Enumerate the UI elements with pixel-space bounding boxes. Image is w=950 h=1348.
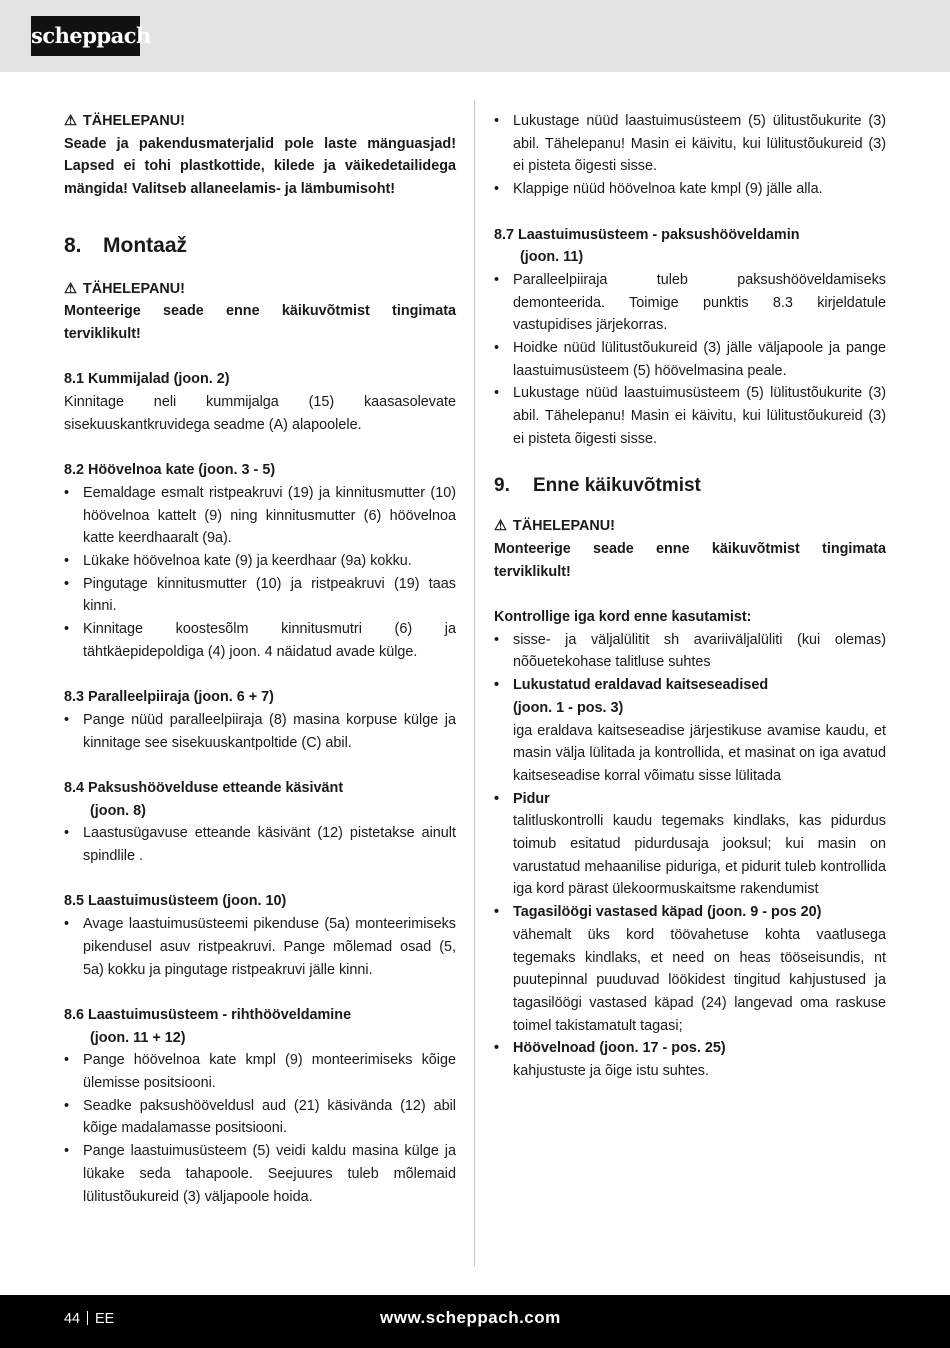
warning-text: Monteerige seade enne käikuvõtmist tingimata terviklikult! [64,303,456,342]
list-item: • Paralleelpiiraja tuleb paksushööveldamiseks demonteerida. Toimige punktis 8.3 kirjeldatule vastupidises järjekorras. [494,269,886,337]
header-bar [0,0,950,72]
checklist [494,629,886,1083]
list-item: • Klappige nüüd höövelnoa kate kmpl (9) jälle alla. [494,178,886,201]
list-item: • Lukustage nüüd laastuimusüsteem (5) lülitustõukurite (3) abil. Tähelepanu! Masin ei käivitu, kui lülitustõukureid (3) ei pisteta õigesti sisse. [494,382,886,450]
item-title-ref: (joon. 1 - pos. 3) [513,699,624,716]
bullet-list [64,822,456,867]
warning-heading: ⚠ TÄHELEPANU! [64,278,456,301]
list-item: • sisse- ja väljalülitit sh avariiväljalüliti (kui olemas) nõõuetekohase talitluse suhtes [494,629,886,674]
list-item: • Avage laastuimusüsteemi pikenduse (5a) monteerimiseks pikendusel asuv ristpeakruvi. Pange mõlemad osad (5, 5a) kokku ja pingutage ristpeakruvi jälle kinni. [64,913,456,981]
section-heading-9: 9. Enne käikuvõtmist [494,475,701,497]
list-item [494,788,886,902]
list-item [494,674,886,788]
item-title: • Pidur [513,790,550,807]
item-text: vähemalt üks kord töövahetuse kohta vaatlusega tegemaks kindlaks, et need on heas tööseisundis, nt puutepinnal puuduvad löökidest tingitud kahjustused ja tagasilöögi vastased käpad (24) langevad oma raskuse toimel takistamatult tagasi; [513,926,886,1034]
subsection-title-8-2: 8.2 Höövelnoa kate (joon. 3 - 5) [64,462,276,479]
paragraph: Kinnitage neli kummijalga (15) kaasasolevate sisekuuskantkruvidega seadme (A) alapoolele. [64,394,456,433]
footer-separator [87,1311,88,1325]
item-title: • Lukustatud eraldavad kaitseseadised [513,677,769,694]
column-divider [474,100,475,1266]
item-text: talitluskontrolli kaudu tegemaks kindlaks, kas pidurdus toimub esitatud pidurdusaja jooksul; kui masin on varustatud mehaanilise piduriga, et pidurit tuleb kontrollida iga kord pärast ülekoormuskaitsme rakendumist [513,813,886,898]
item-text: iga eraldava kaitseseadise järjestikuse avamise kaudu, et masin välja lülitada ja kontrollida, et masinat on iga avatud kaitseseadise korral võimatu sisse lülitada [513,722,886,784]
subsection-title-8-3: 8.3 Paralleelpiiraja (joon. 6 + 7) [64,689,274,706]
subsection-title-8-6: 8.6 Laastuimusüsteem - rihthööveldamine [64,1006,352,1023]
list-item: • Laastusügavuse etteande käsivänt (12) pistetakse ainult spindlile . [64,822,456,867]
list-item: • Hoidke nüüd lülitustõukureid (3) jälle väljapoole ja pange laastuimusüsteem (5) höövelmasina peale. [494,337,886,382]
list-item: • Pingutage kinnitusmutter (10) ja ristpeakruvi (19) taas kinni. [64,573,456,618]
warning-heading: ⚠ TÄHELEPANU! [494,515,886,538]
right-column [494,110,886,1083]
warning-triangle-icon: ⚠ [64,113,77,129]
bullet-list [494,110,886,201]
bullet-list [494,269,886,451]
warning-heading: ⚠ TÄHELEPANU! [64,110,456,133]
left-column [64,110,456,1208]
warning-text: Monteerige seade enne käikuvõtmist tingimata terviklikult! [494,540,886,580]
bullet-list [64,1049,456,1208]
bullet-list [64,482,456,664]
item-title: • Tagasilöögi vastased käpad (joon. 9 - pos 20) [513,904,822,921]
subsection-title-8-5: 8.5 Laastuimusüsteem (joon. 10) [64,893,287,910]
subsection-title-8-7: 8.7 Laastuimusüsteem - paksushööveldamin [494,226,800,243]
list-item: • Lukustage nüüd laastuimusüsteem (5) ülitustõukurite (3) abil. Tähelepanu! Masin ei käivitu, kui lülitustõukureid (3) ei pisteta õigesti sisse. [494,110,886,178]
list-item: • Pange nüüd paralleelpiiraja (8) masina korpuse külge ja kinnitage see sisekuuskantpoltide (C) abil. [64,709,456,754]
warning-triangle-icon: ⚠ [64,280,77,297]
subsection-title-8-1: 8.1 Kummijalad (joon. 2) [64,371,230,388]
checklist-title: Kontrollige iga kord enne kasutamist: [494,609,752,626]
list-item [494,1037,886,1082]
warning-text: Seade ja pakendusmaterjalid pole laste mänguasjad! Lapsed ei tohi plastkottide, kilede ja väikedetailidega mängida! Valitseb allaneelamis- ja lämbumisoht! [64,135,456,198]
subsection-title-8-7-ref: (joon. 11) [520,249,584,266]
website-link[interactable]: www.scheppach.com [380,1308,561,1327]
item-text: kahjustuste ja õige istu suhtes. [513,1063,709,1080]
list-item: • Seadke paksushööveldusl aud (21) käsivända (12) abil kõige madalamasse positsiooni. [64,1095,456,1140]
warning-triangle-icon: ⚠ [494,518,507,535]
list-item: • Lükake höövelnoa kate (9) ja keerdhaar (9a) kokku. [64,550,456,573]
footer-bar [0,1295,950,1348]
bullet-list [64,913,456,981]
scheppach-logo: scheppach [31,16,140,56]
list-item: • Kinnitage koostesõlm kinnitusmutri (6) ja tähtkäepidepoldiga (4) joon. 4 näidatud avade külge. [64,618,456,663]
list-item [494,901,886,1037]
section-heading-8: 8. Montaaž [64,233,187,257]
subsection-title-8-4: 8.4 Paksushöövelduse etteande käsivänt [64,779,344,796]
language-code: EE [95,1311,115,1327]
subsection-title-8-6-ref: (joon. 11 + 12) [90,1029,186,1046]
subsection-title-8-4-ref: (joon. 8) [90,802,146,819]
item-title: • Höövelnoad (joon. 17 - pos. 25) [513,1040,726,1057]
list-item: • Pange laastuimusüsteem (5) veidi kaldu masina külge ja lükake seda tahapoole. Seejuures tuleb mõlemaid lülitustõukureid (3) väljapoole hoida. [64,1140,456,1208]
list-item: • Pange höövelnoa kate kmpl (9) monteerimiseks kõige ülemisse positsiooni. [64,1049,456,1094]
bullet-list [64,709,456,754]
page-number: 44 EE [64,1311,115,1327]
list-item: • Eemaldage esmalt ristpeakruvi (19) ja kinnitusmutter (10) höövelnoa kattelt (9) ning kinnitusmutter (6) höövelnoa katte keerdhaaralt (9a). [64,482,456,550]
